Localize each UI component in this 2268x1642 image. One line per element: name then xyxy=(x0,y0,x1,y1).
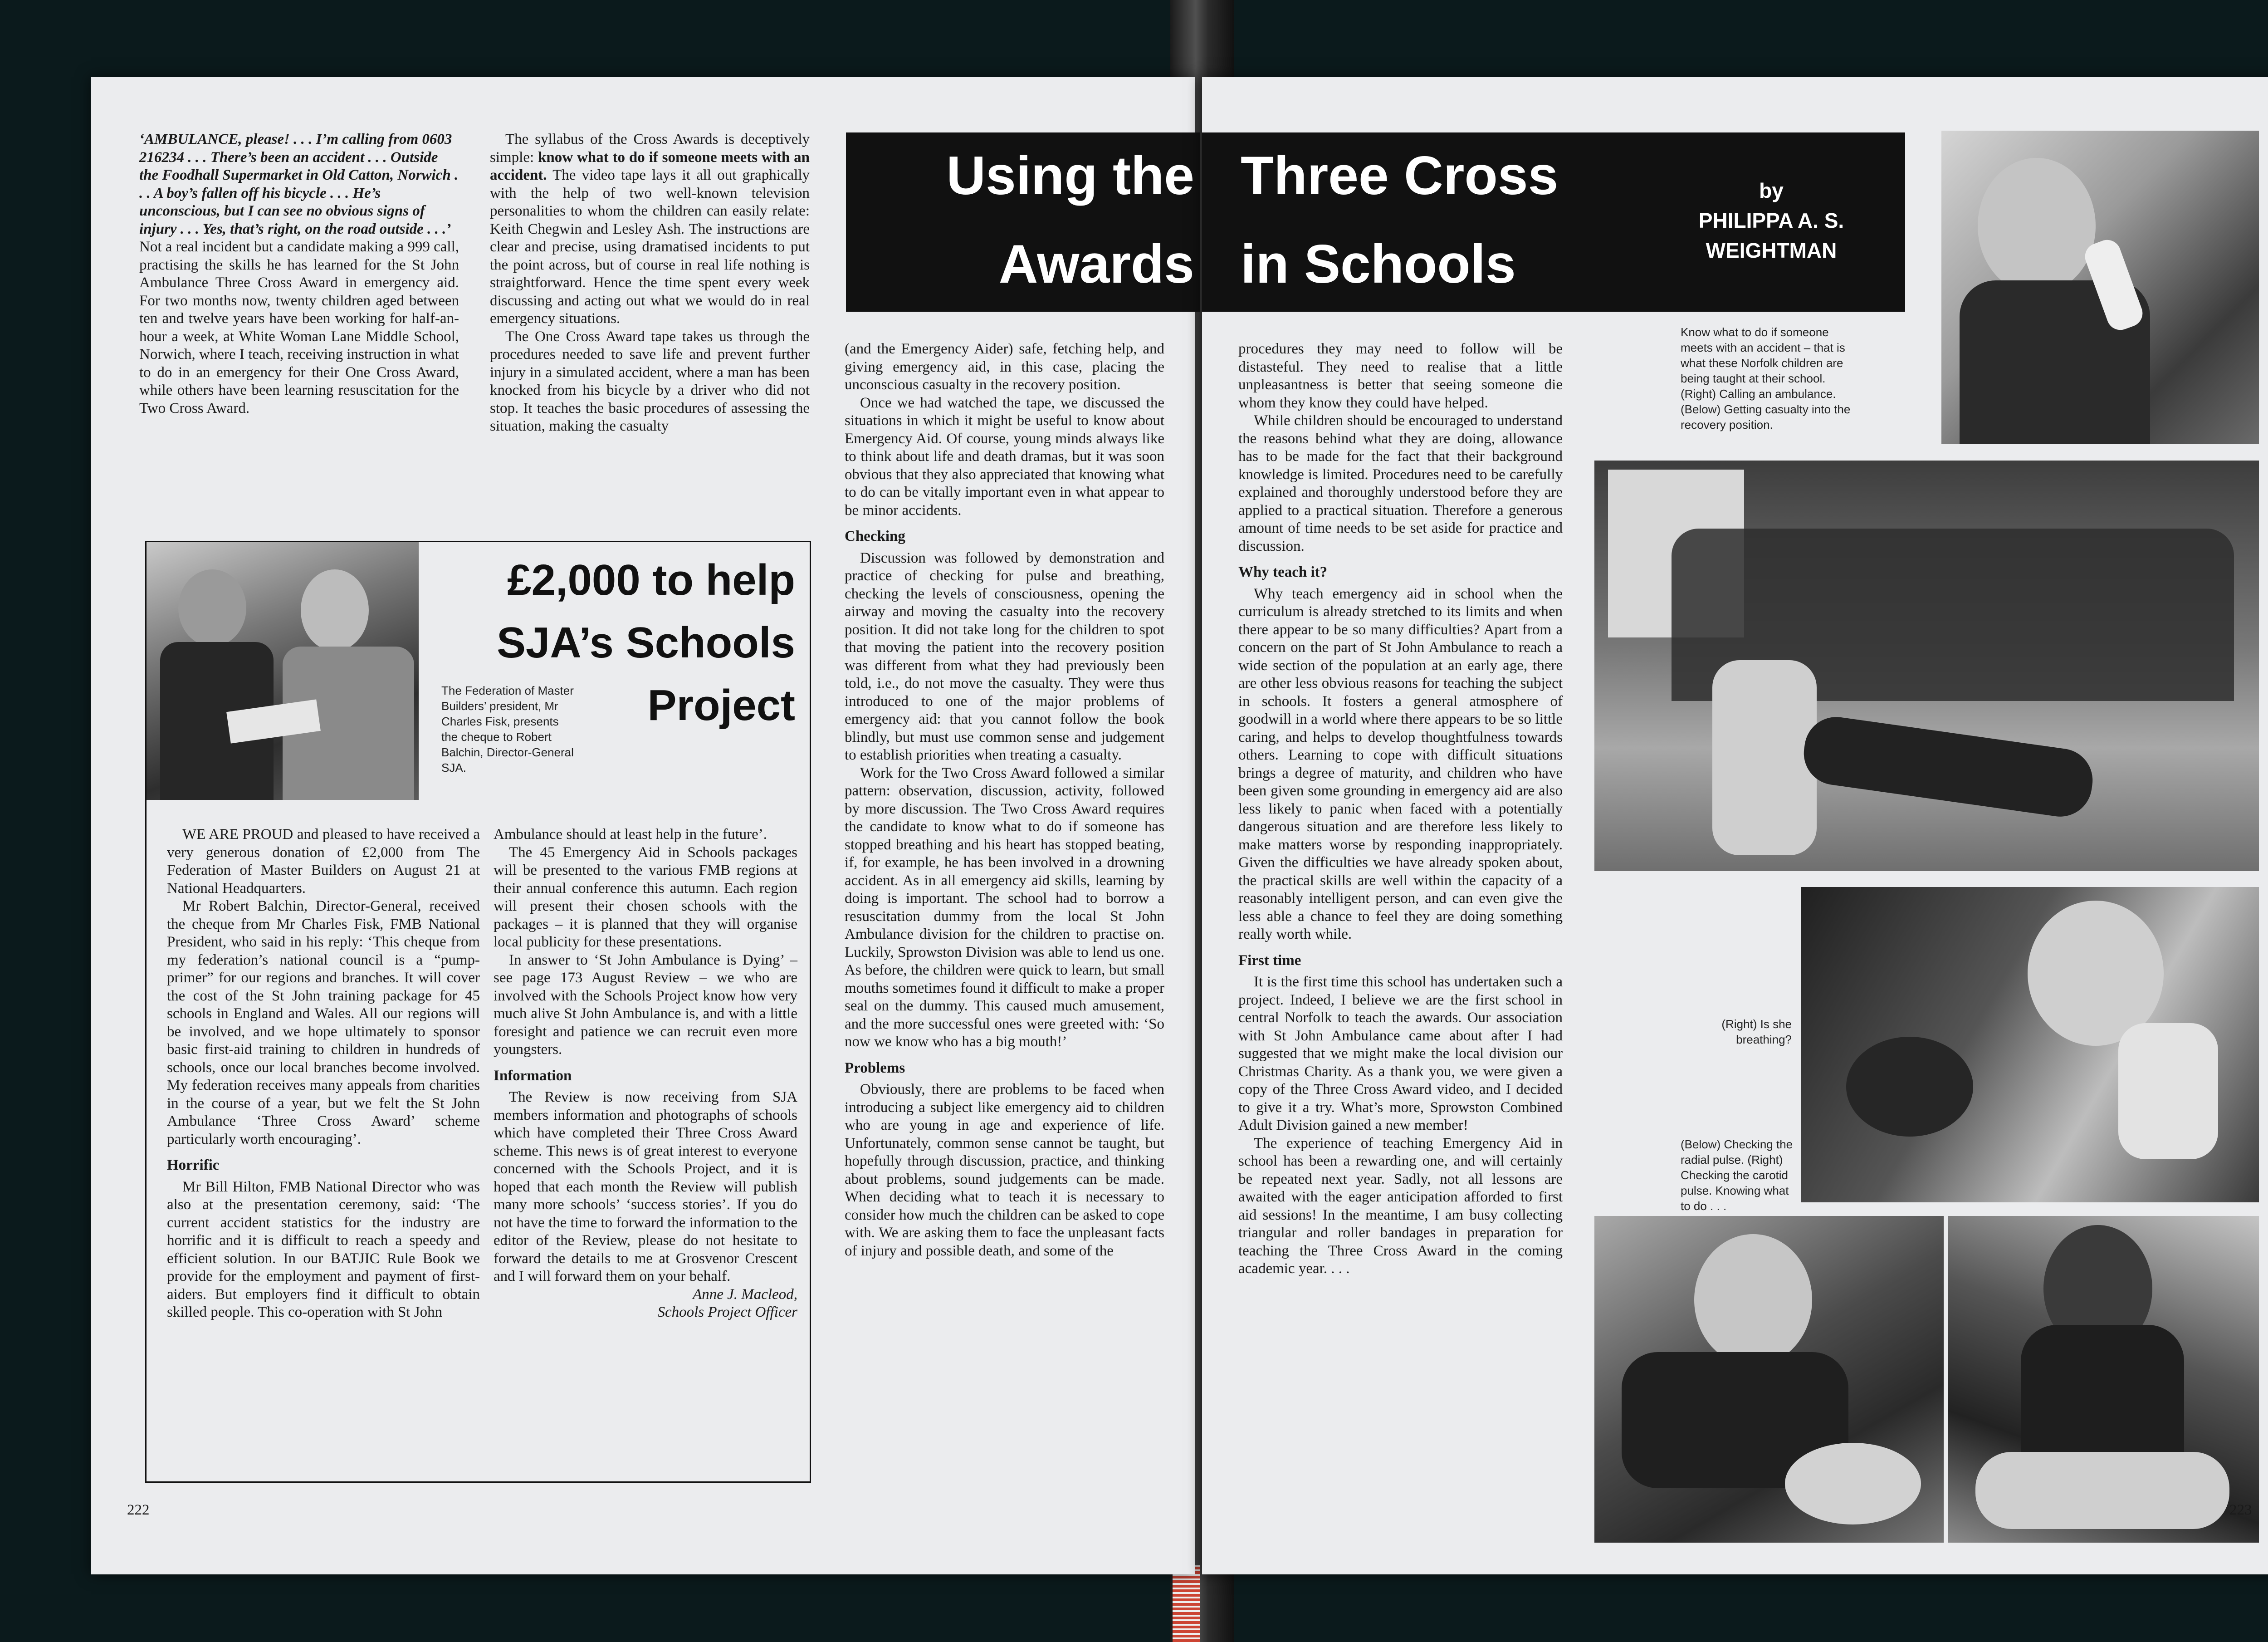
photo-radial-pulse xyxy=(1594,1216,1944,1543)
signature-title: Schools Project Officer xyxy=(657,1304,797,1320)
left-column-1 xyxy=(139,131,459,417)
photo-checking-breathing xyxy=(1801,887,2259,1202)
title-text: Using the xyxy=(946,145,1194,206)
headline-line: SJA’s Schools xyxy=(496,618,795,667)
photo-caption: The Federation of Master Builders’ president, Mr Charles Fisk, presents the cheque to Robert Balchin, Director-General SJA. xyxy=(441,684,574,774)
photo-calling-ambulance xyxy=(1941,131,2259,444)
cheque-presentation-photo xyxy=(147,542,419,800)
paragraph: (and the Emergency Aider) safe, fetching help, and giving emergency aid, in this case, placing the unconscious casualty in the recovery position. xyxy=(845,341,1164,393)
headline-line: £2,000 to help xyxy=(507,556,795,604)
photo-carotid-pulse xyxy=(1948,1216,2259,1543)
paragraph: The Review is now receiving from SJA members information and photographs of schools which have completed their Three Cross Award scheme. This news is of great interest to everyone concerned with the Schools Project, and it is hoped that each month the Review will publish many more schools’ ‘success stories’. If you do not have the time to forward the information to the editor of the Review, please do not hesitate to forward the details to me at Grosvenor Crescent and I will forward them on your behalf. xyxy=(494,1089,797,1284)
sidebar-box-article xyxy=(145,541,811,1483)
box-column-1 xyxy=(167,826,480,1322)
spine-bookmark-ribbon xyxy=(1173,1565,1200,1642)
title-text: in Schools xyxy=(1241,234,1516,294)
title-banner-left xyxy=(846,132,1200,312)
byline-by: by xyxy=(1759,179,1784,202)
paragraph: Work for the Two Cross Award followed a similar pattern: observation, discussion, activity, followed by more discussion. The Two Cross Award requires the candidate to know what to do if someone has stopped breathing and his heart has stopped beating, if, for example, he has been involved in a drowning accident. As in all emergency aid skills, learning by doing is important. The school had to borrow a resuscitation dummy from the local St John Ambulance division for the children to practise on. Luckily, Sprowston Division was able to lend us one. As before, the children were quick to learn, but small mouths sometimes found it difficult to make a proper seal on the dummy. This caused much amusement, and the more successful ones were greeted with: ‘So now we know who has a big mouth!’ xyxy=(845,765,1164,1050)
subheading: Problems xyxy=(845,1059,905,1076)
paragraph: The experience of teaching Emergency Aid in school has been a rewarding one, and will certainly be repeated next year. Sadly, not all lessons are awaited with the eager anticipation afforded to first aid sessions! In the meantime, I am busy collecting triangular and roller bandages in preparation for teaching the Three Cross Award in the coming academic year. . . . xyxy=(1238,1135,1563,1277)
page-number: 223 xyxy=(2229,1502,2252,1518)
subheading: Why teach it? xyxy=(1238,564,1328,580)
paragraph: Not a real incident but a candidate making a 999 call, practising the skills he has learned for the St John Ambulance Three Cross Award in emergency aid. For two months now, twenty children aged between ten and twelve years have been working for half-an-hour a week, at White Woman Lane Middle School, Norwich, where I teach, receiving instruction in what to do in an emergency for their One Cross Award, while others have been learning resuscitation for the Two Cross Award. xyxy=(139,239,459,417)
intro-quote: ‘AMBULANCE, please! . . . I’m calling from 0603 216234 . . . There’s been an accident . . . Outside the Foodhall Supermarket in Old Catton, Norwich . . . A boy’s fallen off his bicycle . . . He’s unconscious, but I can see no obvious signs of injury . . . Yes, that’s right, on the road outside . . .’ xyxy=(139,131,459,237)
subheading: Horrific xyxy=(167,1157,220,1173)
paragraph: Discussion was followed by demonstration and practice of checking for pulse and breathing, checking the levels of consciousness, opening the airway and moving the casualty into the recovery position. It did not take long for the children to spot that moving the patient into the recovery position was different from what they had previously been told, i.e., do not move the casualty. They were thus introduced to one of the major problems of emergency aid: that you cannot follow the book blindly, but must use common sense and judgement to establish priorities when treating a casualty. xyxy=(845,549,1164,763)
paragraph: The 45 Emergency Aid in Schools packages will be presented to the various FMB regions at their annual conference this autumn. Each region will present their chosen schools with the packages – it is planned that they will organise local publicity for these presentations. xyxy=(494,844,797,950)
photo-caption: (Right) Is she breathing? xyxy=(1721,1017,1792,1046)
subheading: Information xyxy=(494,1067,572,1084)
paragraph: In answer to ‘St John Ambulance is Dying’ – see page 173 August Review – we who are involved with the Schools Project know how very much alive St John Ambulance is, and with a little foresight and patience we can recruit even more youngsters. xyxy=(494,951,797,1058)
byline-author: PHILIPPA A. S. xyxy=(1698,209,1844,232)
box-column-2 xyxy=(494,826,797,1322)
title-text: Three Cross xyxy=(1241,145,1559,206)
byline-author: WEIGHTMAN xyxy=(1706,239,1837,262)
paragraph: Ambulance should at least help in the future’. xyxy=(494,826,767,843)
subheading: First time xyxy=(1238,952,1301,969)
right-column xyxy=(1238,340,1563,1278)
photo-caption: (Below) Checking the radial pulse. (Right) Checking the carotid pulse. Knowing what to do . . . xyxy=(1681,1137,1793,1213)
page-number: 222 xyxy=(127,1502,150,1518)
photo-recovery-position xyxy=(1594,461,2259,871)
byline xyxy=(1658,176,1885,265)
paragraph: The syllabus of the Cross Awards is deceptively simple: know what to do if someone meets with an accident. The video tape lays it all out graphically with the help of two well-known television personalities to whom the children can easily relate: Keith Chegwin and Lesley Ash. The instructions are clear and precise, using dramatised incidents to put the point across, but of course in real life nothing is straightforward. Hence the time spent every week discussing and acting out what we would do in real emergency situations. xyxy=(490,131,810,327)
headline-line: Project xyxy=(647,681,795,730)
left-column-2 xyxy=(490,131,810,436)
left-page xyxy=(91,77,1195,1574)
photo-caption: Know what to do if someone meets with an accident – that is what these Norfolk children are being taught at their school. (Right) Calling an ambulance. (Below) Getting casualty into the recovery position. xyxy=(1681,325,1851,431)
paragraph: Once we had watched the tape, we discussed the situations in which it might be useful to know about Emergency Aid. Of course, young minds always like to think about life and death dramas, but it was soon obvious that they also appreciated that knowing what to do can be vitally important even in what appear to be minor accidents. xyxy=(845,394,1164,519)
title-banner-right xyxy=(1202,132,1905,312)
subheading: Checking xyxy=(845,528,905,544)
paragraph: Why teach emergency aid in school when the curriculum is already stretched to its limits and when there appear to be so many difficulties? Apart from a concern on the part of St John Ambulance to reach a wide section of the population at an early age, there are other less obvious reasons for teaching the subject in schools. It fosters a general atmosphere of goodwill in a world where there appears to be so little caring, and helps to develop thoughtfulness towards others. Learning to cope with difficult situations brings a degree of maturity, and children who have been given some grounding in emergency aid are also less likely to panic when faced with a potentially dangerous situation and are therefore less likely to make matters worse by responding inappropriately. Given the difficulties we have already spoken about, the practical skills are well within the capacity of a reasonably intelligent person, and can even give the less able a chance to feel they are doing something really worth while. xyxy=(1238,585,1563,942)
title-text: Awards xyxy=(998,234,1194,294)
paragraph: Mr Bill Hilton, FMB National Director who was also at the presentation ceremony, said: ‘The current accident statistics for the industry are horrific and it is difficult to reach a speedy and efficient solution. In our BATJIC Rule Book we provide for the employment and payment of first-aiders. But employers find it difficult to obtain skilled people. This co-operation with St John xyxy=(167,1178,480,1320)
paragraph: Mr Robert Balchin, Director-General, received the cheque from Mr Charles Fisk, FMB National President, who said in his reply: ‘This cheque from my federation’s national council is a “pump-primer” for our regions and branches. It will cover the cost of the St John training package for 45 schools in England and Wales. All our regions will be involved, and we hope ultimately to sponsor basic first-aid training to children in hundreds of schools, once our local branches become involved. My federation receives many appeals from charities in the course of a year, but we felt the St John Ambulance ‘Three Cross Award’ scheme particularly worth encouraging’. xyxy=(167,898,480,1147)
paragraph: Obviously, there are problems to be faced when introducing a subject like emergency aid to children who are young in age and experience of life. Unfortunately, common sense cannot be taught, but hopefully through discussion, practice, and thinking about problems, sound judgements can be made. When deciding what to teach it is necessary to consider how much the children can be asked to cope with. We are asking them to face the unpleasant facts of injury and possible death, and some of the xyxy=(845,1081,1164,1259)
signature-name: Anne J. Macleod, xyxy=(693,1286,797,1303)
paragraph: The One Cross Award tape takes us through the procedures needed to save life and prevent further injury in a simulated accident, where a man has been knocked from his bicycle by a driver who did not stop. It teaches the basic procedures of assessing the situation, making the casualty xyxy=(490,328,810,434)
paragraph: It is the first time this school has undertaken such a project. Indeed, I believe we are the first school in central Norfolk to teach the awards. Our association with St John Ambulance came about after I had suggested that we might make the local division our Christmas Charity. As a thank you, we were given a copy of the Three Cross Award video, and I decided to give it a try. What’s more, Sprowston Combined Adult Division gained a new member! xyxy=(1238,974,1563,1133)
paragraph: procedures they may need to follow will be distasteful. They need to realise that a little unpleasantness is better that seeing someone die whom they know they could have helped. xyxy=(1238,341,1563,411)
left-column-3 xyxy=(845,340,1164,1260)
paragraph: WE ARE PROUD and pleased to have received a very generous donation of £2,000 from The Federation of Master Builders on August 21 at National Headquarters. xyxy=(167,826,480,897)
right-page xyxy=(1202,77,2268,1574)
paragraph: While children should be encouraged to understand the reasons behind what they are doing, allowance has to be made for the fact that their background knowledge is limited. Procedures need to be carefully explained and thoroughly understood before they are applied to a practical situation. Therefore a generous amount of time needs to be set aside for practice and discussion. xyxy=(1238,412,1563,554)
